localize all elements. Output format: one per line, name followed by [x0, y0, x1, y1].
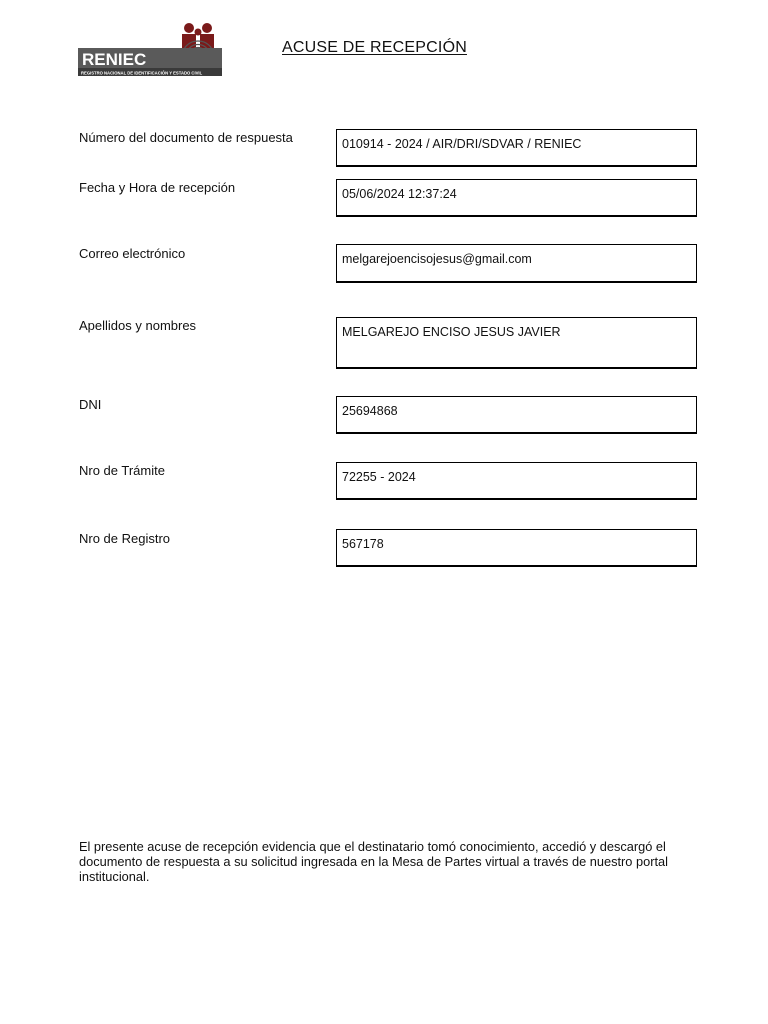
page-title: ACUSE DE RECEPCIÓN [282, 39, 467, 56]
label-apellidos-nombres: Apellidos y nombres [79, 318, 197, 333]
field-apellidos-nombres: MELGAREJO ENCISO JESUS JAVIER [336, 317, 697, 369]
label-nro-registro: Nro de Registro [79, 531, 171, 546]
field-nro-tramite: 72255 - 2024 [336, 462, 697, 500]
field-numero-documento: 010914 - 2024 / AIR/DRI/SDVAR / RENIEC [336, 129, 697, 167]
label-nro-tramite: Nro de Trámite [79, 463, 165, 478]
footer-note: El presente acuse de recepción evidencia que el destinatario tomó conocimiento, accedió y descargó el documento de respuesta a su solicitud ingresada en la Mesa de Partes virtual a través de nuestro portal institucional. [79, 839, 668, 884]
label-correo: Correo electrónico [79, 246, 186, 261]
field-correo: melgarejoencisojesus@gmail.com [336, 244, 697, 283]
field-dni: 25694868 [336, 396, 697, 434]
label-fecha-hora: Fecha y Hora de recepción [79, 180, 236, 195]
field-nro-registro: 567178 [336, 529, 697, 567]
reniec-logo [78, 22, 222, 78]
field-fecha-hora: 05/06/2024 12:37:24 [336, 179, 697, 217]
logo-brand: RENIEC [82, 50, 147, 69]
logo-tagline: REGISTRO NACIONAL DE IDENTIFICACIÓN Y ESTADO CIVIL [81, 70, 203, 76]
label-dni: DNI [79, 397, 102, 412]
label-numero-documento: Número del documento de respuesta [79, 130, 293, 145]
